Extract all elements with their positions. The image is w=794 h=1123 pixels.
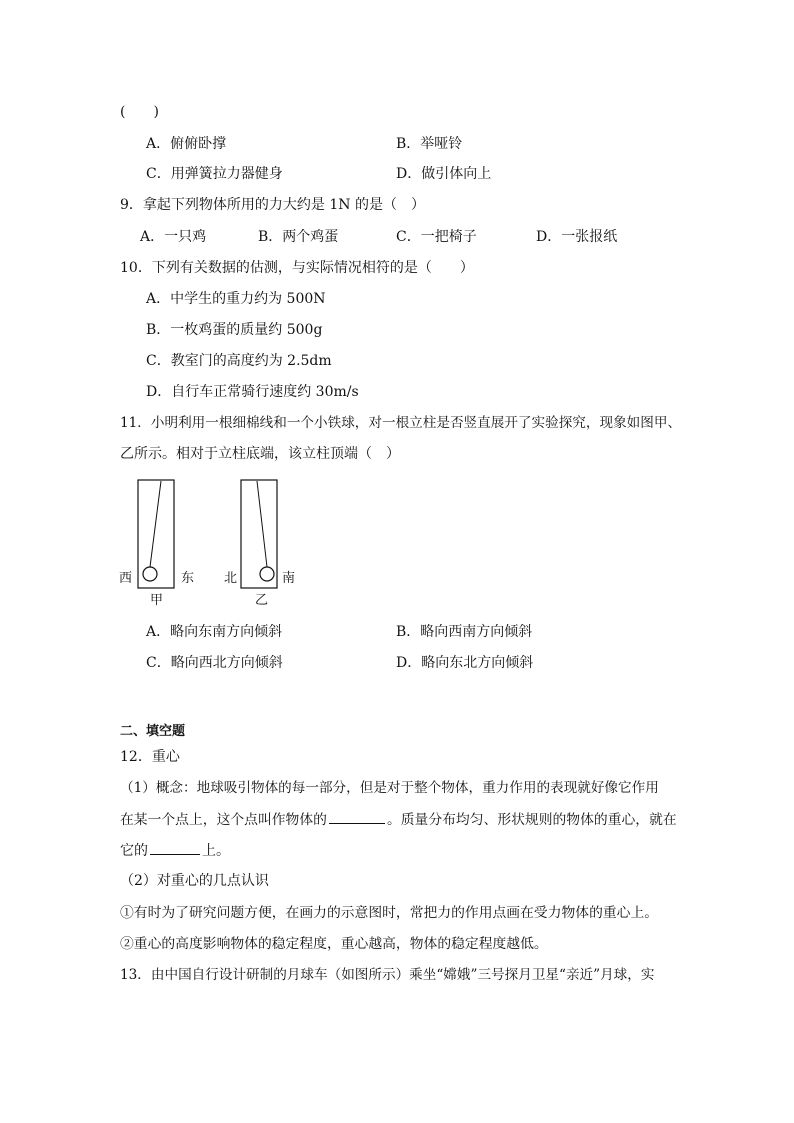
q13-stem-line1: 13．由中国自行设计研制的月球车（如图所示）乘坐“嫦娥”三号探月卫星“亲近”月球，实 bbox=[120, 967, 655, 983]
section-title-fill-in: 二、填空题 bbox=[120, 724, 186, 739]
figure-yi-label-south: 南 bbox=[282, 571, 296, 586]
q8-option-b: B．举哑铃 bbox=[396, 136, 463, 152]
q11-stem-line1: 11．小明利用一根细棉线和一个小铁球，对一根立柱是否竖直展开了实验探究，现象如图甲、 bbox=[120, 415, 682, 431]
q12-p1-line2-b: 。质量分布均匀、形状规则的物体的重心，就在 bbox=[386, 812, 677, 828]
q9-option-c: C．一把椅子 bbox=[396, 229, 477, 245]
q8-option-d: D．做引体向上 bbox=[396, 166, 492, 182]
q8-option-a: A．俯俯卧撑 bbox=[146, 136, 227, 152]
figure-jia-label-west: 西 bbox=[119, 571, 133, 586]
q9-option-d: D．一张报纸 bbox=[536, 229, 618, 245]
q12-blank-1[interactable] bbox=[329, 809, 385, 824]
q11-option-a: A．略向东南方向倾斜 bbox=[146, 624, 283, 640]
q9-option-b: B．两个鸡蛋 bbox=[258, 229, 339, 245]
q11-option-d: D．略向东北方向倾斜 bbox=[396, 655, 534, 671]
q11-option-c: C．略向西北方向倾斜 bbox=[146, 655, 283, 671]
q12-p1-line2 bbox=[120, 809, 677, 830]
q10-stem: 10．下列有关数据的估测，与实际情况相符的是（ ） bbox=[120, 260, 474, 276]
q12-title: 12．重心 bbox=[120, 749, 180, 765]
q11-stem-line2: 乙所示。相对于立柱底端，该立柱顶端（ ） bbox=[120, 446, 400, 462]
q8-option-c: C．用弹簧拉力器健身 bbox=[146, 166, 283, 182]
q10-option-d: D．自行车正常骑行速度约 30m/s bbox=[146, 384, 359, 400]
q12-p1-line2-a: 在某一个点上，这个点叫作物体的 bbox=[120, 812, 327, 828]
figure-jia-caption: 甲 bbox=[150, 593, 164, 608]
q12-p1-line3-a: 它的 bbox=[120, 843, 148, 859]
q10-option-b: B．一枚鸡蛋的质量约 500g bbox=[146, 322, 323, 338]
q12-p1-line3-b: 上。 bbox=[202, 843, 230, 859]
q11-option-b: B．略向西南方向倾斜 bbox=[396, 624, 533, 640]
q10-option-a: A．中学生的重力约为 500N bbox=[146, 291, 326, 307]
figure-yi-pillar bbox=[240, 479, 280, 591]
q12-blank-2[interactable] bbox=[150, 840, 200, 855]
figure-yi-label-north: 北 bbox=[224, 571, 238, 586]
q12-p2-item1: ①有时为了研究问题方便，在画力的示意图时，常把力的作用点画在受力物体的重心上。 bbox=[120, 905, 659, 921]
q8-stem-tail: ( ) bbox=[120, 104, 159, 120]
q12-p2-item2: ②重心的高度影响物体的稳定程度，重心越高，物体的稳定程度越低。 bbox=[120, 936, 548, 952]
q12-p2: （2）对重心的几点认识 bbox=[120, 873, 269, 889]
q12-p1-line1: （1）概念：地球吸引物体的每一部分，但是对于整个物体，重力作用的表现就好像它作用 bbox=[120, 780, 659, 796]
q9-option-a: A．一只鸡 bbox=[140, 229, 207, 245]
figure-jia-pillar bbox=[137, 479, 177, 591]
q9-stem: 9．拿起下列物体所用的力大约是 1N 的是（ ） bbox=[120, 197, 425, 213]
q12-p1-line3 bbox=[120, 840, 230, 861]
q10-option-c: C．教室门的高度约为 2.5dm bbox=[146, 353, 332, 369]
figure-jia-label-east: 东 bbox=[181, 571, 195, 586]
figure-yi-caption: 乙 bbox=[255, 593, 269, 608]
